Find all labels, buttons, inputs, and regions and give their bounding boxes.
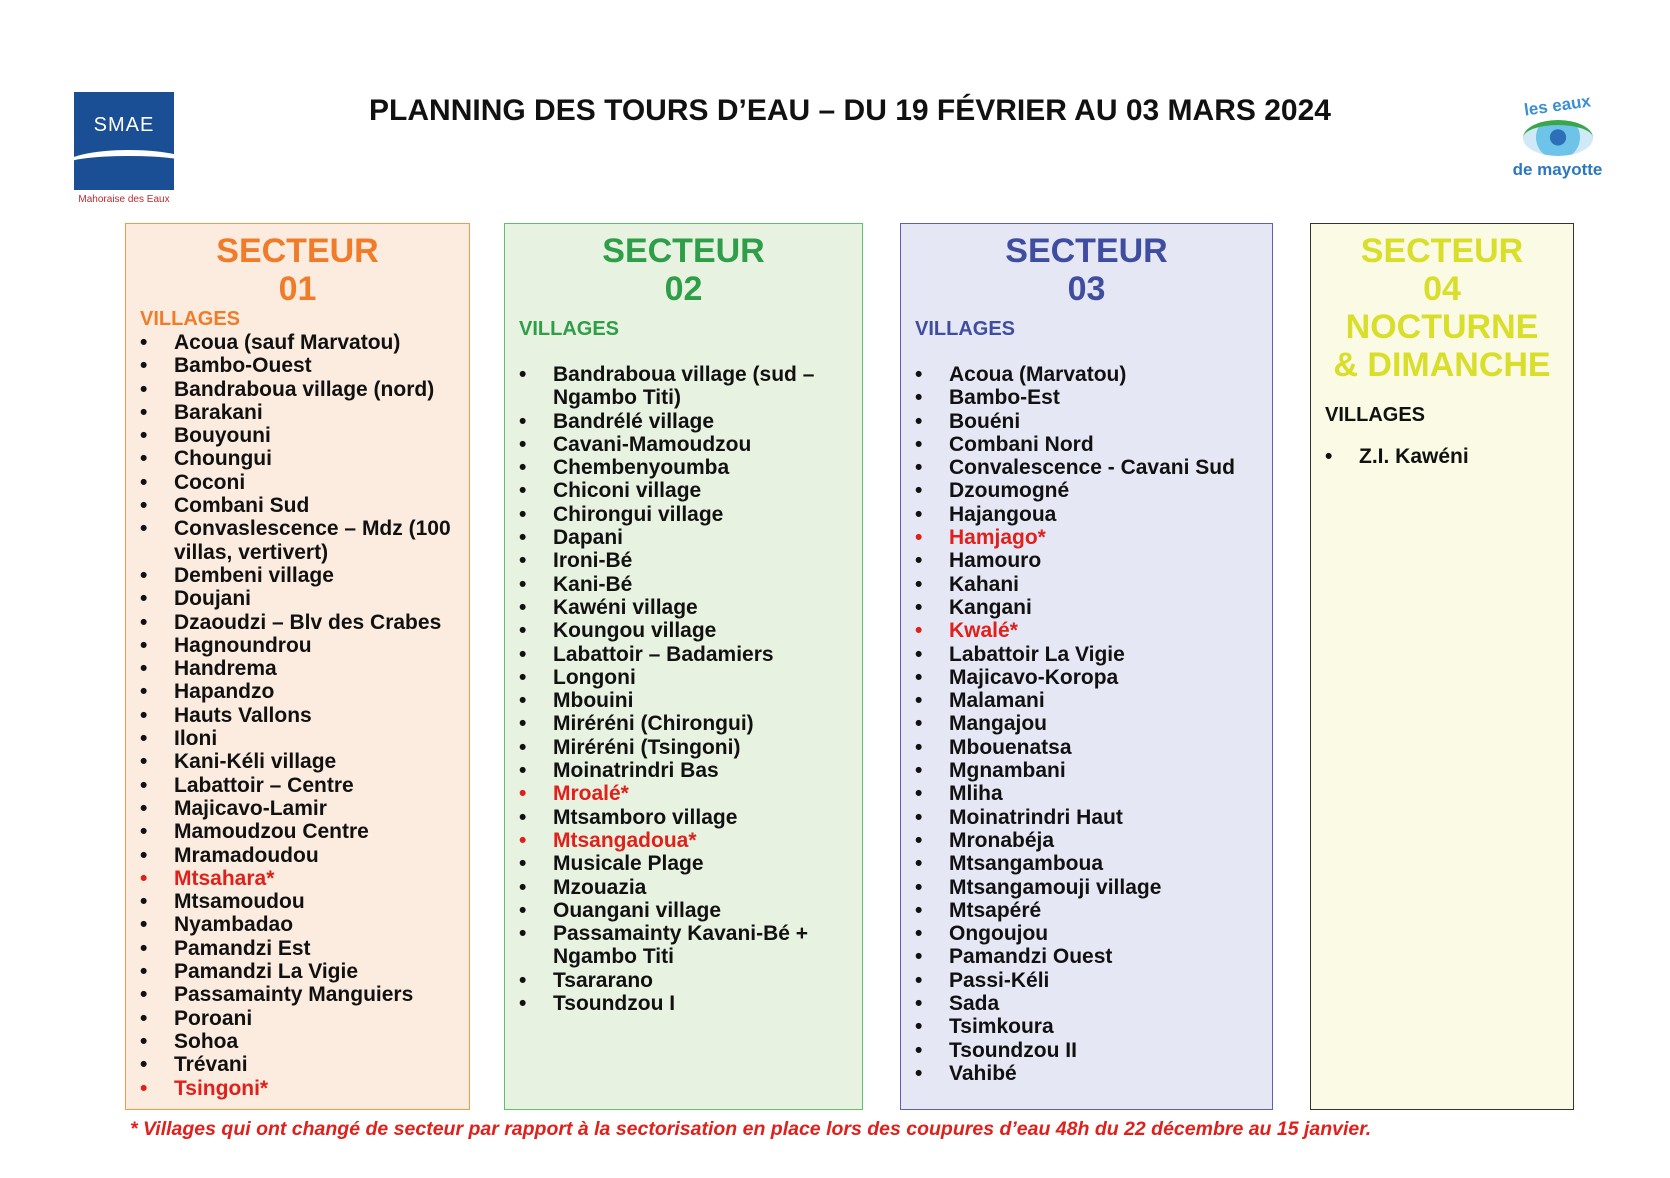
village-item: • Tsoundzou II [915, 1039, 1272, 1062]
village-item: • Kani-Bé [519, 573, 862, 596]
village-item: • Moinatrindri Bas [519, 759, 862, 782]
sector-01-panel [125, 223, 470, 1110]
village-item: • Mgnambani [915, 759, 1272, 782]
villages-label: VILLAGES [519, 318, 620, 340]
village-item: • Mtsamboro village [519, 806, 862, 829]
village-item: • Acoua (Marvatou) [915, 363, 1272, 386]
village-item: • Majicavo-Koropa [915, 666, 1272, 689]
village-item: • Mramadoudou [140, 844, 469, 867]
village-item: • Mroalé* [519, 782, 862, 805]
village-item: • Sohoa [140, 1030, 469, 1053]
sector-title-line: 02 [664, 270, 703, 308]
village-item: • Passamainty Manguiers [140, 983, 469, 1006]
village-item: • Mtsangamboua [915, 852, 1272, 875]
village-item: • Hajangoua [915, 503, 1272, 526]
village-item: • Labattoir – Badamiers [519, 643, 862, 666]
village-item: • Labattoir – Centre [140, 774, 469, 797]
village-item: • Dapani [519, 526, 862, 549]
village-item: • Tsimkoura [915, 1015, 1272, 1038]
sector-title-line: SECTEUR [602, 232, 765, 270]
village-item: • Ironi-Bé [519, 549, 862, 572]
village-item: • Mliha [915, 782, 1272, 805]
village-item: • Mzouazia [519, 876, 862, 899]
page-title: PLANNING DES TOURS D’EAU – DU 19 FÉVRIER AU 03 MARS 2024 [369, 94, 1331, 127]
village-item: • Ouangani village [519, 899, 862, 922]
village-item: • Tsingoni* [140, 1077, 469, 1100]
village-item: • Dembeni village [140, 564, 469, 587]
village-item: • Kwalé* [915, 619, 1272, 642]
village-item: • Kangani [915, 596, 1272, 619]
village-item: • Convalescence - Cavani Sud [915, 456, 1272, 479]
village-item: • Moinatrindri Haut [915, 806, 1272, 829]
smae-logo-text: SMAE [93, 114, 155, 136]
village-item: • Nyambadao [140, 913, 469, 936]
village-item: • Barakani [140, 401, 469, 424]
village-item: • Bandraboua village (sud – Ngambo Titi) [519, 363, 862, 410]
village-item: • Handrema [140, 657, 469, 680]
village-item: • Doujani [140, 587, 469, 610]
sector-title-line: SECTEUR [216, 232, 379, 270]
village-item: • Hamouro [915, 549, 1272, 572]
village-item: • Passamainty Kavani-Bé + Ngambo Titi [519, 922, 862, 969]
village-item: • Kawéni village [519, 596, 862, 619]
village-item: • Vahibé [915, 1062, 1272, 1085]
village-item: • Combani Nord [915, 433, 1272, 456]
village-item: • Chirongui village [519, 503, 862, 526]
village-item: • Kahani [915, 573, 1272, 596]
village-item: • Malamani [915, 689, 1272, 712]
village-item: • Bouéni [915, 410, 1272, 433]
sector-title-line: SECTEUR [1005, 232, 1168, 270]
village-item: • Dzoumogné [915, 479, 1272, 502]
sector-title-line: NOCTURNE [1345, 308, 1539, 346]
village-item: • Mtsangamouji village [915, 876, 1272, 899]
village-item: • Bandrélé village [519, 410, 862, 433]
villages-label: VILLAGES [915, 318, 1016, 340]
village-item: • Mangajou [915, 712, 1272, 735]
village-item: • Poroani [140, 1007, 469, 1030]
village-item: • Labattoir La Vigie [915, 643, 1272, 666]
village-item: • Hagnoundrou [140, 634, 469, 657]
village-item: • Hauts Vallons [140, 704, 469, 727]
village-list [519, 363, 862, 1015]
smae-logo [74, 92, 174, 205]
sector-title [1311, 232, 1573, 384]
village-item: • Mtsangadoua* [519, 829, 862, 852]
village-item: • Pamandzi La Vigie [140, 960, 469, 983]
logo-bottom-text: de mayotte [1512, 160, 1603, 179]
sector-title [505, 232, 862, 308]
village-item: • Bambo-Ouest [140, 354, 469, 377]
village-list [915, 363, 1272, 1085]
village-item: • Koungou village [519, 619, 862, 642]
village-item: • Coconi [140, 471, 469, 494]
sector-title-line: & DIMANCHE [1333, 346, 1551, 384]
village-item: • Ongoujou [915, 922, 1272, 945]
village-item: • Convaslescence – Mdz (100 villas, vertivert) [140, 517, 469, 564]
village-item: • Bandraboua village (nord) [140, 378, 469, 401]
village-item: • Choungui [140, 447, 469, 470]
village-item: • Bambo-Est [915, 386, 1272, 409]
footnote: * Villages qui ont changé de secteur par rapport à la sectorisation en place lors des coupures d’eau 48h du 22 décembre au 15 janvier. [130, 1118, 1372, 1140]
village-item: • Mtsapéré [915, 899, 1272, 922]
sector-title [126, 232, 469, 308]
village-list [1325, 445, 1573, 468]
village-item: • Kani-Kéli village [140, 750, 469, 773]
village-item: • Hamjago* [915, 526, 1272, 549]
villages-label: VILLAGES [1325, 404, 1426, 426]
village-item: • Hapandzo [140, 680, 469, 703]
village-item: • Passi-Kéli [915, 969, 1272, 992]
village-item: • Tsararano [519, 969, 862, 992]
sector-03-panel [900, 223, 1273, 1110]
village-item: • Pamandzi Ouest [915, 945, 1272, 968]
village-item: • Pamandzi Est [140, 937, 469, 960]
sector-04-panel [1310, 223, 1574, 1110]
village-item: • Mbouenatsa [915, 736, 1272, 759]
village-item: • Iloni [140, 727, 469, 750]
village-item: • Musicale Plage [519, 852, 862, 875]
sector-title [901, 232, 1272, 308]
sector-title-line: 03 [1067, 270, 1106, 308]
water-drop-icon [1523, 120, 1593, 156]
village-item: • Bouyouni [140, 424, 469, 447]
sector-02-panel [504, 223, 863, 1110]
village-item: • Miréréni (Chirongui) [519, 712, 862, 735]
village-item: • Mtsahara* [140, 867, 469, 890]
village-item: • Longoni [519, 666, 862, 689]
village-item: • Trévani [140, 1053, 469, 1076]
village-item: • Z.I. Kawéni [1325, 445, 1573, 468]
village-item: • Mtsamoudou [140, 890, 469, 913]
village-item: • Acoua (sauf Marvatou) [140, 331, 469, 354]
village-item: • Chiconi village [519, 479, 862, 502]
sector-title-line: SECTEUR [1360, 232, 1524, 270]
village-item: • Sada [915, 992, 1272, 1015]
village-item: • Combani Sud [140, 494, 469, 517]
village-item: • Mamoudzou Centre [140, 820, 469, 843]
village-item: • Mronabéja [915, 829, 1272, 852]
village-item: • Cavani-Mamoudzou [519, 433, 862, 456]
villages-label: VILLAGES [140, 308, 241, 330]
smae-logo-subtitle: Mahoraise des Eaux [78, 194, 170, 205]
village-item: • Mbouini [519, 689, 862, 712]
village-item: • Majicavo-Lamir [140, 797, 469, 820]
village-item: • Miréréni (Tsingoni) [519, 736, 862, 759]
eaux-de-mayotte-logo [1510, 91, 1605, 180]
logo-top-text: les eaux [1522, 91, 1592, 120]
sector-title-line: 04 [1423, 270, 1461, 308]
village-list [140, 331, 469, 1100]
village-item: • Tsoundzou I [519, 992, 862, 1015]
village-item: • Dzaoudzi – Blv des Crabes [140, 611, 469, 634]
village-item: • Chembenyoumba [519, 456, 862, 479]
sector-title-line: 01 [278, 270, 317, 308]
